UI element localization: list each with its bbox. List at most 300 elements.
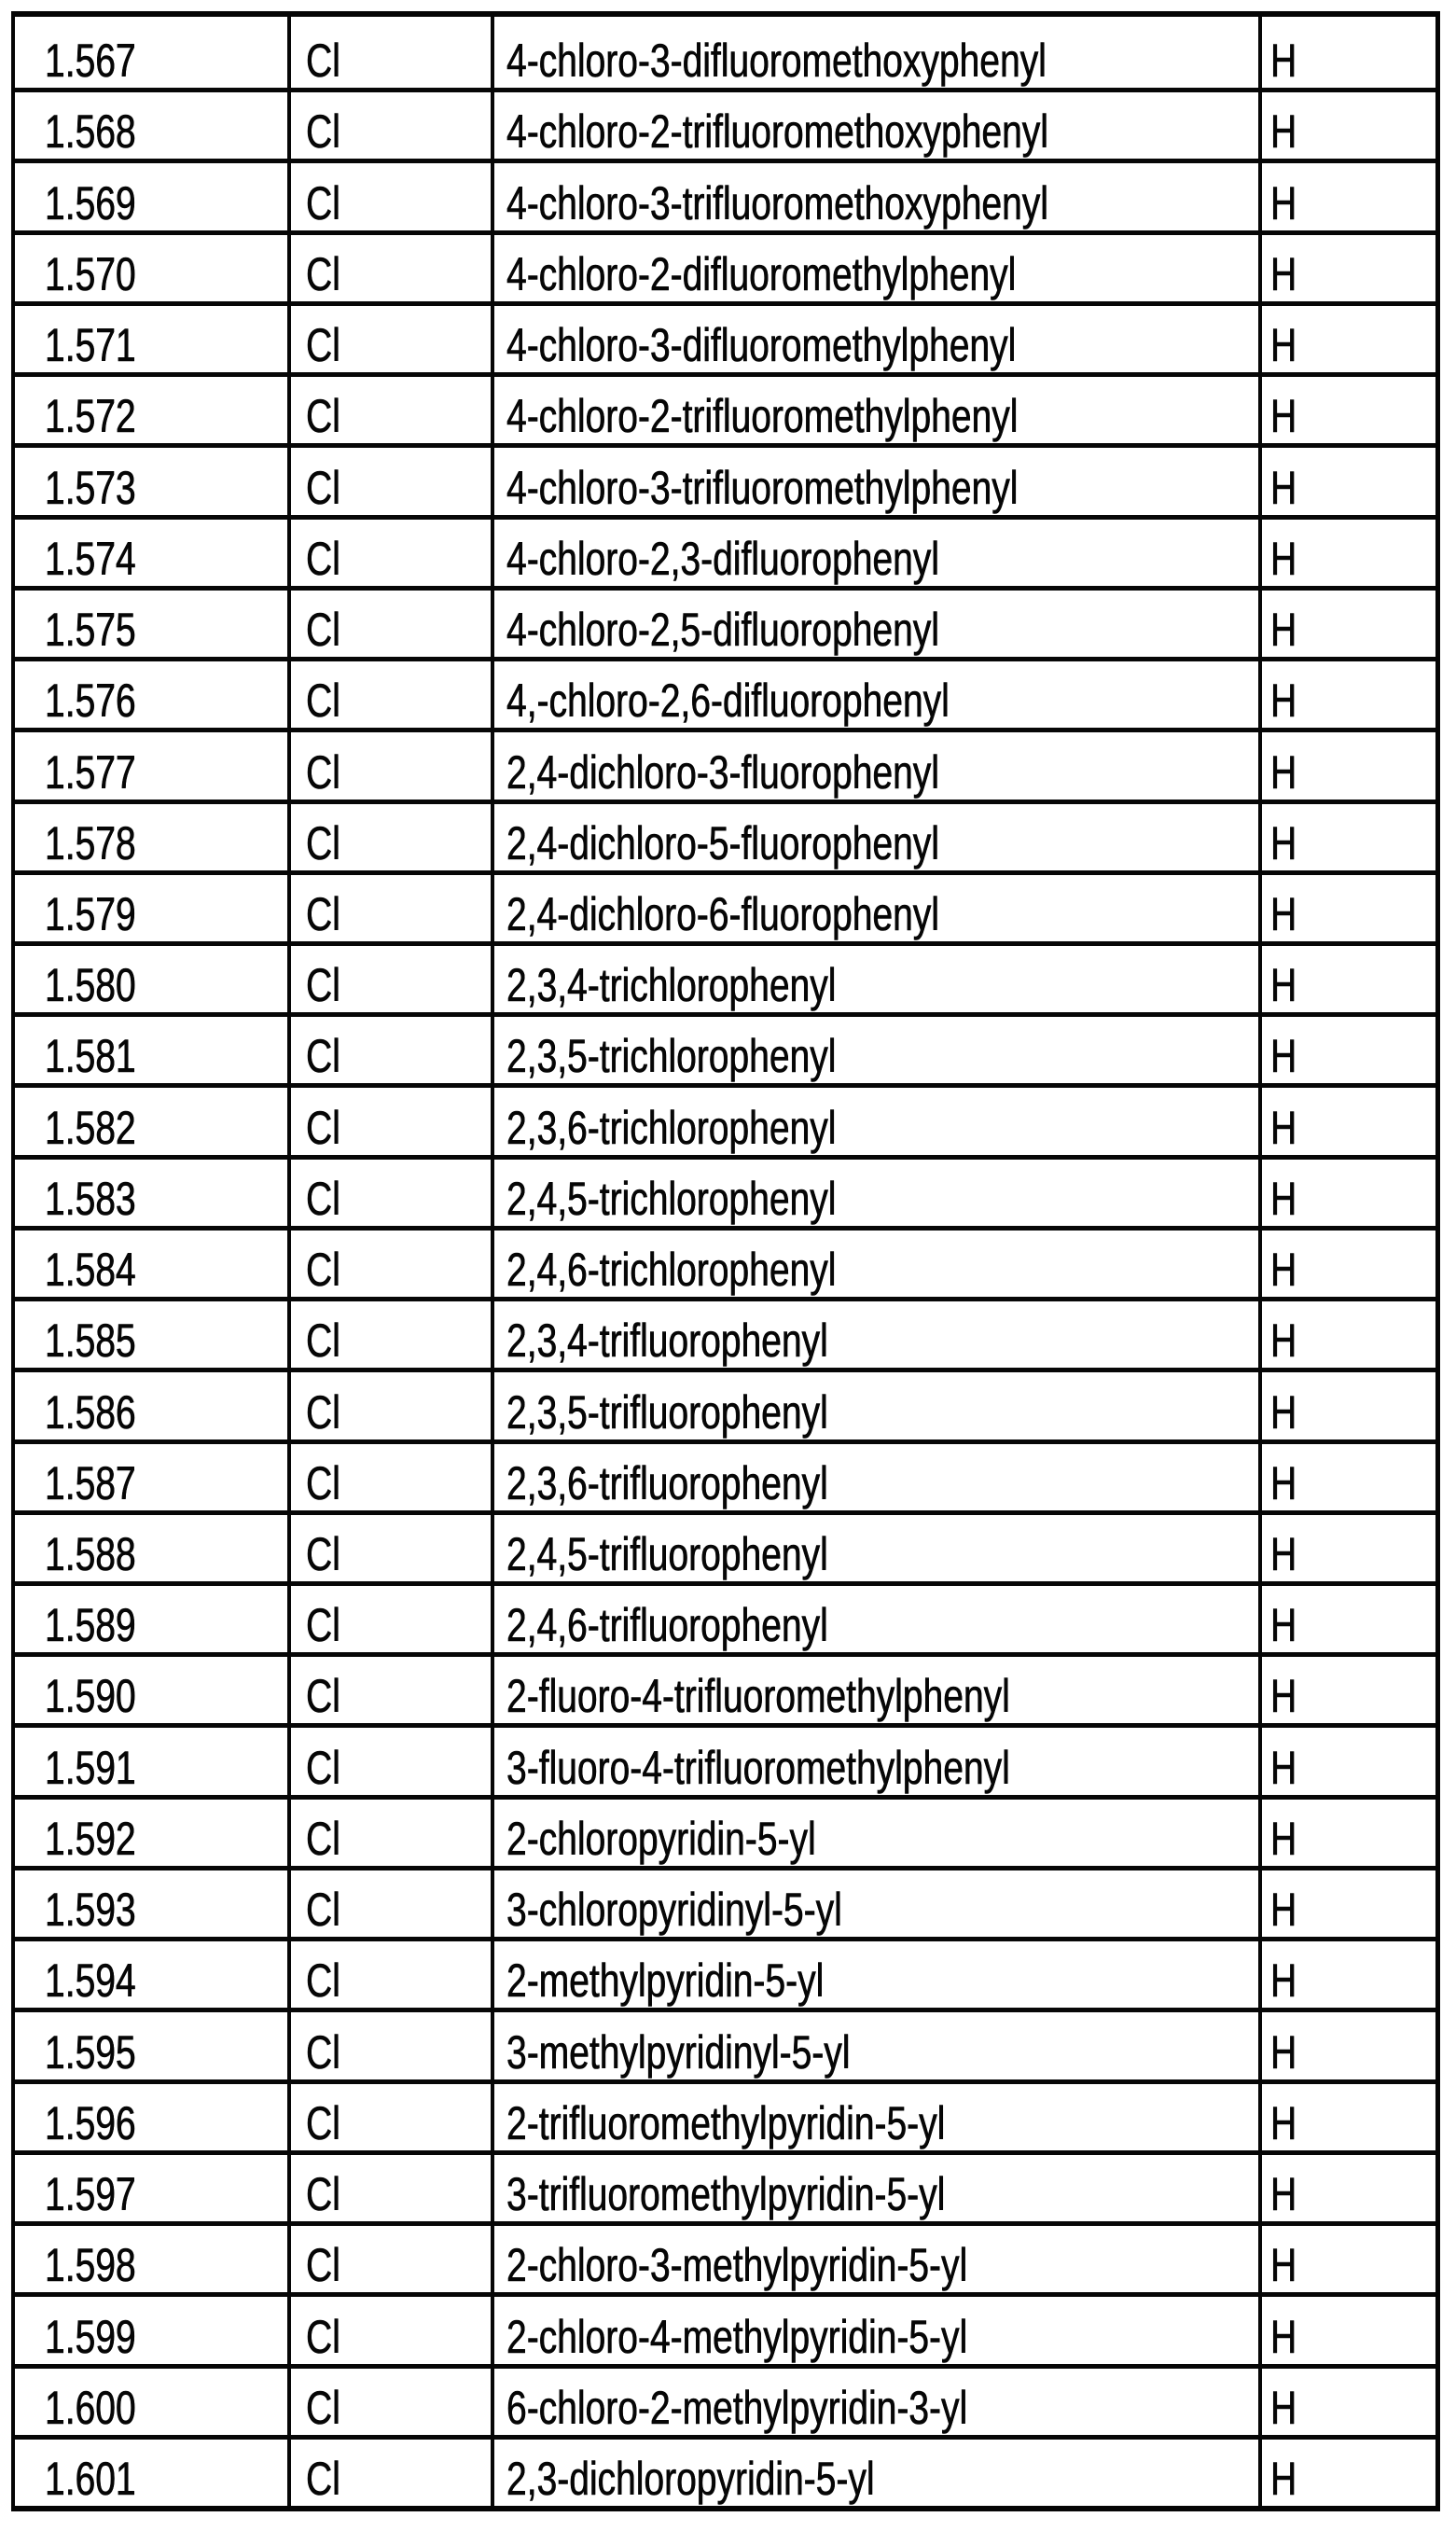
table-row: [15, 2435, 1435, 2506]
cell-text: 1.569: [45, 176, 136, 229]
substituent-col4-cell: [1258, 520, 1435, 586]
cell-text: H: [1270, 674, 1297, 728]
substituent-name-cell: [491, 1372, 1258, 1439]
substituent-col4-cell: [1258, 804, 1435, 870]
table-row: [15, 88, 1435, 159]
cell-text: 1.594: [45, 1954, 136, 2008]
table-row: [15, 1723, 1435, 1794]
entry-number-cell: [15, 1870, 287, 1937]
cell-text: 1.587: [45, 1456, 136, 1509]
entry-number-cell: [15, 1301, 287, 1368]
cell-text: 2,4,6-trifluorophenyl: [506, 1599, 828, 1652]
cell-text: 1.583: [45, 1172, 136, 1225]
substituent-col4-cell: [1258, 2155, 1435, 2221]
cell-text: 1.590: [45, 1670, 136, 1723]
substituent-col2-cell: [287, 2155, 491, 2221]
cell-text: Cl: [306, 35, 340, 88]
substituent-name-cell: [491, 1231, 1258, 1297]
cell-text: 1.579: [45, 887, 136, 940]
entry-number-cell: [15, 2297, 287, 2363]
table-row: [15, 728, 1435, 799]
cell-text: Cl: [306, 745, 340, 799]
table-row: [15, 800, 1435, 870]
substituent-col4-cell: [1258, 591, 1435, 657]
cell-text: 1.595: [45, 2025, 136, 2079]
entry-number-cell: [15, 1728, 287, 1794]
cell-text: Cl: [306, 2168, 340, 2221]
substituent-col4-cell: [1258, 448, 1435, 514]
substituent-name-cell: [491, 448, 1258, 514]
substituent-col2-cell: [287, 732, 491, 799]
cell-text: 2,3,6-trifluorophenyl: [506, 1456, 828, 1509]
entry-number-cell: [15, 235, 287, 301]
cell-text: 1.599: [45, 2310, 136, 2363]
cell-text: H: [1270, 2096, 1297, 2149]
cell-text: H: [1270, 1244, 1297, 1297]
substituent-col4-cell: [1258, 1800, 1435, 1866]
table-row: [15, 1297, 1435, 1368]
entry-number-cell: [15, 661, 287, 728]
cell-text: H: [1270, 1741, 1297, 1794]
substituent-col2-cell: [287, 1800, 491, 1866]
substituent-col2-cell: [287, 1586, 491, 1652]
cell-text: Cl: [306, 1030, 340, 1083]
table-row: [15, 2221, 1435, 2292]
substituent-name-cell: [491, 1017, 1258, 1083]
cell-text: 2-chloro-4-methylpyridin-5-yl: [506, 2310, 968, 2363]
cell-text: 1.573: [45, 461, 136, 514]
cell-text: H: [1270, 35, 1297, 88]
substituent-col2-cell: [287, 1301, 491, 1368]
table-row: [15, 1937, 1435, 2008]
cell-text: 2,3,5-trifluorophenyl: [506, 1385, 828, 1439]
cell-text: Cl: [306, 2381, 340, 2434]
substituent-col4-cell: [1258, 946, 1435, 1012]
cell-text: 1.570: [45, 247, 136, 300]
cell-text: H: [1270, 959, 1297, 1012]
substituent-col2-cell: [287, 2297, 491, 2363]
cell-text: 6-chloro-2-methylpyridin-3-yl: [506, 2381, 968, 2434]
substituent-col2-cell: [287, 2369, 491, 2435]
cell-text: Cl: [306, 2310, 340, 2363]
substituent-col2-cell: [287, 1515, 491, 1581]
cell-text: 2,4-dichloro-5-fluorophenyl: [506, 816, 939, 869]
cell-text: 1.567: [45, 35, 136, 88]
cell-text: Cl: [306, 816, 340, 869]
substituent-col4-cell: [1258, 661, 1435, 728]
entry-number-cell: [15, 1800, 287, 1866]
entry-number-cell: [15, 1160, 287, 1226]
table-row: [15, 515, 1435, 586]
table-row: [15, 2364, 1435, 2435]
cell-text: Cl: [306, 1670, 340, 1723]
entry-number-cell: [15, 2226, 287, 2292]
substituent-col2-cell: [287, 1017, 491, 1083]
cell-text: Cl: [306, 2239, 340, 2292]
cell-text: 2,3,6-trichlorophenyl: [506, 1101, 837, 1154]
cell-text: 2,3-dichloropyridin-5-yl: [506, 2452, 875, 2505]
cell-text: H: [1270, 319, 1297, 372]
table-row: [15, 2292, 1435, 2363]
substituent-name-cell: [491, 2226, 1258, 2292]
cell-text: H: [1270, 887, 1297, 940]
substituent-col4-cell: [1258, 1444, 1435, 1510]
substituent-col4-cell: [1258, 1657, 1435, 1723]
cell-text: 2-fluoro-4-trifluoromethylphenyl: [506, 1670, 1010, 1723]
cell-text: 2,4-dichloro-3-fluorophenyl: [506, 745, 939, 799]
entry-number-cell: [15, 946, 287, 1012]
entry-number-cell: [15, 520, 287, 586]
entry-number-cell: [15, 306, 287, 372]
substituent-col4-cell: [1258, 163, 1435, 229]
cell-text: H: [1270, 1954, 1297, 2008]
table-row: [15, 1795, 1435, 1866]
entry-number-cell: [15, 1444, 287, 1510]
cell-text: H: [1270, 1670, 1297, 1723]
entry-number-cell: [15, 1088, 287, 1154]
cell-text: Cl: [306, 1741, 340, 1794]
cell-text: 1.578: [45, 816, 136, 869]
substituent-col4-cell: [1258, 1301, 1435, 1368]
table-row: [15, 941, 1435, 1012]
substituent-col4-cell: [1258, 1017, 1435, 1083]
substituent-name-cell: [491, 591, 1258, 657]
table-row: [15, 301, 1435, 372]
substituent-name-cell: [491, 520, 1258, 586]
substituent-col4-cell: [1258, 1941, 1435, 2008]
entry-number-cell: [15, 1231, 287, 1297]
substituent-name-cell: [491, 2012, 1258, 2079]
cell-text: 3-methylpyridinyl-5-yl: [506, 2025, 851, 2079]
cell-text: Cl: [306, 887, 340, 940]
substituent-col2-cell: [287, 235, 491, 301]
substituent-col2-cell: [287, 92, 491, 159]
substituent-col4-cell: [1258, 2012, 1435, 2079]
cell-text: Cl: [306, 2025, 340, 2079]
table-row: [15, 1510, 1435, 1581]
substituent-col4-cell: [1258, 1231, 1435, 1297]
cell-text: Cl: [306, 319, 340, 372]
substituent-col4-cell: [1258, 2084, 1435, 2150]
cell-text: H: [1270, 1599, 1297, 1652]
cell-text: Cl: [306, 1954, 340, 2008]
substituent-col2-cell: [287, 17, 491, 88]
cell-text: H: [1270, 2381, 1297, 2434]
entry-number-cell: [15, 1515, 287, 1581]
cell-text: Cl: [306, 176, 340, 229]
cell-text: 1.577: [45, 745, 136, 799]
table-row: [15, 1439, 1435, 1510]
cell-text: Cl: [306, 1385, 340, 1439]
entry-number-cell: [15, 1017, 287, 1083]
substituent-col2-cell: [287, 2084, 491, 2150]
cell-text: 4-chloro-2,5-difluorophenyl: [506, 604, 939, 657]
compound-substituent-table: [11, 11, 1440, 2511]
cell-text: 1.600: [45, 2381, 136, 2434]
substituent-col2-cell: [287, 448, 491, 514]
substituent-col4-cell: [1258, 235, 1435, 301]
cell-text: H: [1270, 2025, 1297, 2079]
substituent-col2-cell: [287, 306, 491, 372]
cell-text: 4,-chloro-2,6-difluorophenyl: [506, 674, 950, 728]
cell-text: Cl: [306, 1244, 340, 1297]
cell-text: 2,3,4-trichlorophenyl: [506, 959, 837, 1012]
substituent-name-cell: [491, 1088, 1258, 1154]
substituent-name-cell: [491, 2297, 1258, 2363]
cell-text: H: [1270, 1101, 1297, 1154]
cell-text: 1.597: [45, 2168, 136, 2221]
cell-text: 1.574: [45, 532, 136, 585]
cell-text: 1.601: [45, 2452, 136, 2505]
substituent-col4-cell: [1258, 92, 1435, 159]
table-row: [15, 1581, 1435, 1652]
cell-text: Cl: [306, 1884, 340, 1937]
entry-number-cell: [15, 2084, 287, 2150]
table-row: [15, 1083, 1435, 1154]
cell-text: H: [1270, 1812, 1297, 1865]
cell-text: 1.572: [45, 390, 136, 443]
table-row: [15, 2079, 1435, 2150]
substituent-col2-cell: [287, 1088, 491, 1154]
substituent-name-cell: [491, 1444, 1258, 1510]
cell-text: H: [1270, 816, 1297, 869]
entry-number-cell: [15, 377, 287, 443]
substituent-col4-cell: [1258, 1870, 1435, 1937]
cell-text: H: [1270, 2168, 1297, 2221]
substituent-col4-cell: [1258, 1515, 1435, 1581]
table-row: [15, 586, 1435, 657]
substituent-name-cell: [491, 306, 1258, 372]
table-row: [15, 17, 1435, 88]
table-row: [15, 1368, 1435, 1439]
cell-text: 4-chloro-3-difluoromethoxyphenyl: [506, 35, 1047, 88]
substituent-name-cell: [491, 2155, 1258, 2221]
cell-text: H: [1270, 1456, 1297, 1509]
substituent-col2-cell: [287, 1728, 491, 1794]
substituent-name-cell: [491, 92, 1258, 159]
substituent-col2-cell: [287, 1231, 491, 1297]
cell-text: Cl: [306, 390, 340, 443]
entry-number-cell: [15, 1586, 287, 1652]
substituent-col2-cell: [287, 1160, 491, 1226]
entry-number-cell: [15, 2440, 287, 2506]
substituent-name-cell: [491, 2084, 1258, 2150]
cell-text: Cl: [306, 2096, 340, 2149]
cell-text: H: [1270, 745, 1297, 799]
substituent-col4-cell: [1258, 875, 1435, 941]
entry-number-cell: [15, 92, 287, 159]
table-row: [15, 870, 1435, 941]
substituent-col2-cell: [287, 520, 491, 586]
cell-text: Cl: [306, 532, 340, 585]
cell-text: H: [1270, 2310, 1297, 2363]
cell-text: H: [1270, 461, 1297, 514]
substituent-col2-cell: [287, 804, 491, 870]
cell-text: Cl: [306, 461, 340, 514]
substituent-col4-cell: [1258, 732, 1435, 799]
cell-text: H: [1270, 105, 1297, 159]
cell-text: Cl: [306, 2452, 340, 2505]
substituent-col4-cell: [1258, 17, 1435, 88]
entry-number-cell: [15, 875, 287, 941]
cell-text: Cl: [306, 1314, 340, 1368]
cell-text: 4-chloro-2-difluoromethylphenyl: [506, 247, 1017, 300]
cell-text: 1.571: [45, 319, 136, 372]
table-row: [15, 1226, 1435, 1297]
cell-text: 2,4,5-trifluorophenyl: [506, 1528, 828, 1581]
cell-text: 2-chloro-3-methylpyridin-5-yl: [506, 2239, 968, 2292]
cell-text: H: [1270, 604, 1297, 657]
cell-text: Cl: [306, 1101, 340, 1154]
cell-text: Cl: [306, 959, 340, 1012]
substituent-col2-cell: [287, 2012, 491, 2079]
cell-text: 2-methylpyridin-5-yl: [506, 1954, 825, 2008]
cell-text: H: [1270, 1884, 1297, 1937]
cell-text: Cl: [306, 604, 340, 657]
substituent-col2-cell: [287, 1657, 491, 1723]
entry-number-cell: [15, 591, 287, 657]
table-row: [15, 2008, 1435, 2079]
substituent-col4-cell: [1258, 377, 1435, 443]
entry-number-cell: [15, 1657, 287, 1723]
substituent-col2-cell: [287, 1941, 491, 2008]
substituent-col4-cell: [1258, 2369, 1435, 2435]
cell-text: 3-fluoro-4-trifluoromethylphenyl: [506, 1741, 1010, 1794]
cell-text: H: [1270, 2239, 1297, 2292]
cell-text: 4-chloro-3-trifluoromethylphenyl: [506, 461, 1019, 514]
cell-text: 4-chloro-3-difluoromethylphenyl: [506, 319, 1017, 372]
substituent-name-cell: [491, 1800, 1258, 1866]
substituent-name-cell: [491, 235, 1258, 301]
cell-text: 4-chloro-2-trifluoromethylphenyl: [506, 390, 1019, 443]
cell-text: H: [1270, 2452, 1297, 2505]
substituent-name-cell: [491, 163, 1258, 229]
table-row: [15, 657, 1435, 728]
substituent-name-cell: [491, 17, 1258, 88]
cell-text: 1.591: [45, 1741, 136, 1794]
table-row: [15, 372, 1435, 443]
substituent-col4-cell: [1258, 306, 1435, 372]
entry-number-cell: [15, 2012, 287, 2079]
substituent-name-cell: [491, 2369, 1258, 2435]
substituent-col4-cell: [1258, 1160, 1435, 1226]
substituent-name-cell: [491, 1515, 1258, 1581]
substituent-col4-cell: [1258, 1088, 1435, 1154]
cell-text: Cl: [306, 1599, 340, 1652]
substituent-col4-cell: [1258, 2440, 1435, 2506]
cell-text: H: [1270, 1385, 1297, 1439]
substituent-name-cell: [491, 1301, 1258, 1368]
substituent-name-cell: [491, 2440, 1258, 2506]
substituent-name-cell: [491, 661, 1258, 728]
table-row: [15, 443, 1435, 514]
entry-number-cell: [15, 1941, 287, 2008]
substituent-name-cell: [491, 377, 1258, 443]
substituent-name-cell: [491, 946, 1258, 1012]
substituent-name-cell: [491, 1870, 1258, 1937]
cell-text: 4-chloro-2-trifluoromethoxyphenyl: [506, 105, 1048, 159]
cell-text: 2,3,5-trichlorophenyl: [506, 1030, 837, 1083]
substituent-name-cell: [491, 732, 1258, 799]
cell-text: Cl: [306, 674, 340, 728]
cell-text: 1.586: [45, 1385, 136, 1439]
cell-text: H: [1270, 176, 1297, 229]
cell-text: H: [1270, 532, 1297, 585]
cell-text: 4-chloro-3-trifluoromethoxyphenyl: [506, 176, 1048, 229]
substituent-col2-cell: [287, 875, 491, 941]
substituent-col2-cell: [287, 2226, 491, 2292]
cell-text: 1.582: [45, 1101, 136, 1154]
substituent-name-cell: [491, 875, 1258, 941]
cell-text: 1.576: [45, 674, 136, 728]
cell-text: 1.592: [45, 1812, 136, 1865]
substituent-col2-cell: [287, 591, 491, 657]
entry-number-cell: [15, 17, 287, 88]
cell-text: 1.593: [45, 1884, 136, 1937]
cell-text: Cl: [306, 105, 340, 159]
substituent-col4-cell: [1258, 2297, 1435, 2363]
cell-text: 1.575: [45, 604, 136, 657]
cell-text: 1.584: [45, 1244, 136, 1297]
cell-text: 3-chloropyridinyl-5-yl: [506, 1884, 842, 1937]
cell-text: Cl: [306, 1456, 340, 1509]
cell-text: H: [1270, 1030, 1297, 1083]
substituent-col4-cell: [1258, 1728, 1435, 1794]
substituent-col2-cell: [287, 1372, 491, 1439]
cell-text: H: [1270, 1528, 1297, 1581]
substituent-col4-cell: [1258, 1372, 1435, 1439]
cell-text: H: [1270, 1314, 1297, 1368]
entry-number-cell: [15, 732, 287, 799]
table-row: [15, 159, 1435, 229]
cell-text: 2,4,5-trichlorophenyl: [506, 1172, 837, 1225]
cell-text: 1.596: [45, 2096, 136, 2149]
table-row: [15, 1652, 1435, 1723]
entry-number-cell: [15, 804, 287, 870]
cell-text: 2,3,4-trifluorophenyl: [506, 1314, 828, 1368]
cell-text: 2-trifluoromethylpyridin-5-yl: [506, 2096, 946, 2149]
table-row: [15, 1866, 1435, 1937]
substituent-col4-cell: [1258, 1586, 1435, 1652]
cell-text: 1.588: [45, 1528, 136, 1581]
cell-text: H: [1270, 390, 1297, 443]
cell-text: H: [1270, 247, 1297, 300]
substituent-name-cell: [491, 1160, 1258, 1226]
entry-number-cell: [15, 2155, 287, 2221]
substituent-name-cell: [491, 1586, 1258, 1652]
entry-number-cell: [15, 1372, 287, 1439]
table-row: [15, 2150, 1435, 2221]
table-row: [15, 1155, 1435, 1226]
entry-number-cell: [15, 163, 287, 229]
entry-number-cell: [15, 448, 287, 514]
substituent-col2-cell: [287, 377, 491, 443]
cell-text: 1.585: [45, 1314, 136, 1368]
cell-text: Cl: [306, 1812, 340, 1865]
table-row: [15, 1012, 1435, 1083]
substituent-name-cell: [491, 1941, 1258, 2008]
cell-text: 1.568: [45, 105, 136, 159]
cell-text: 2,4-dichloro-6-fluorophenyl: [506, 887, 939, 940]
cell-text: 1.580: [45, 959, 136, 1012]
substituent-col4-cell: [1258, 2226, 1435, 2292]
substituent-name-cell: [491, 804, 1258, 870]
cell-text: 4-chloro-2,3-difluorophenyl: [506, 532, 939, 585]
substituent-col2-cell: [287, 163, 491, 229]
cell-text: Cl: [306, 1528, 340, 1581]
cell-text: Cl: [306, 1172, 340, 1225]
cell-text: H: [1270, 1172, 1297, 1225]
